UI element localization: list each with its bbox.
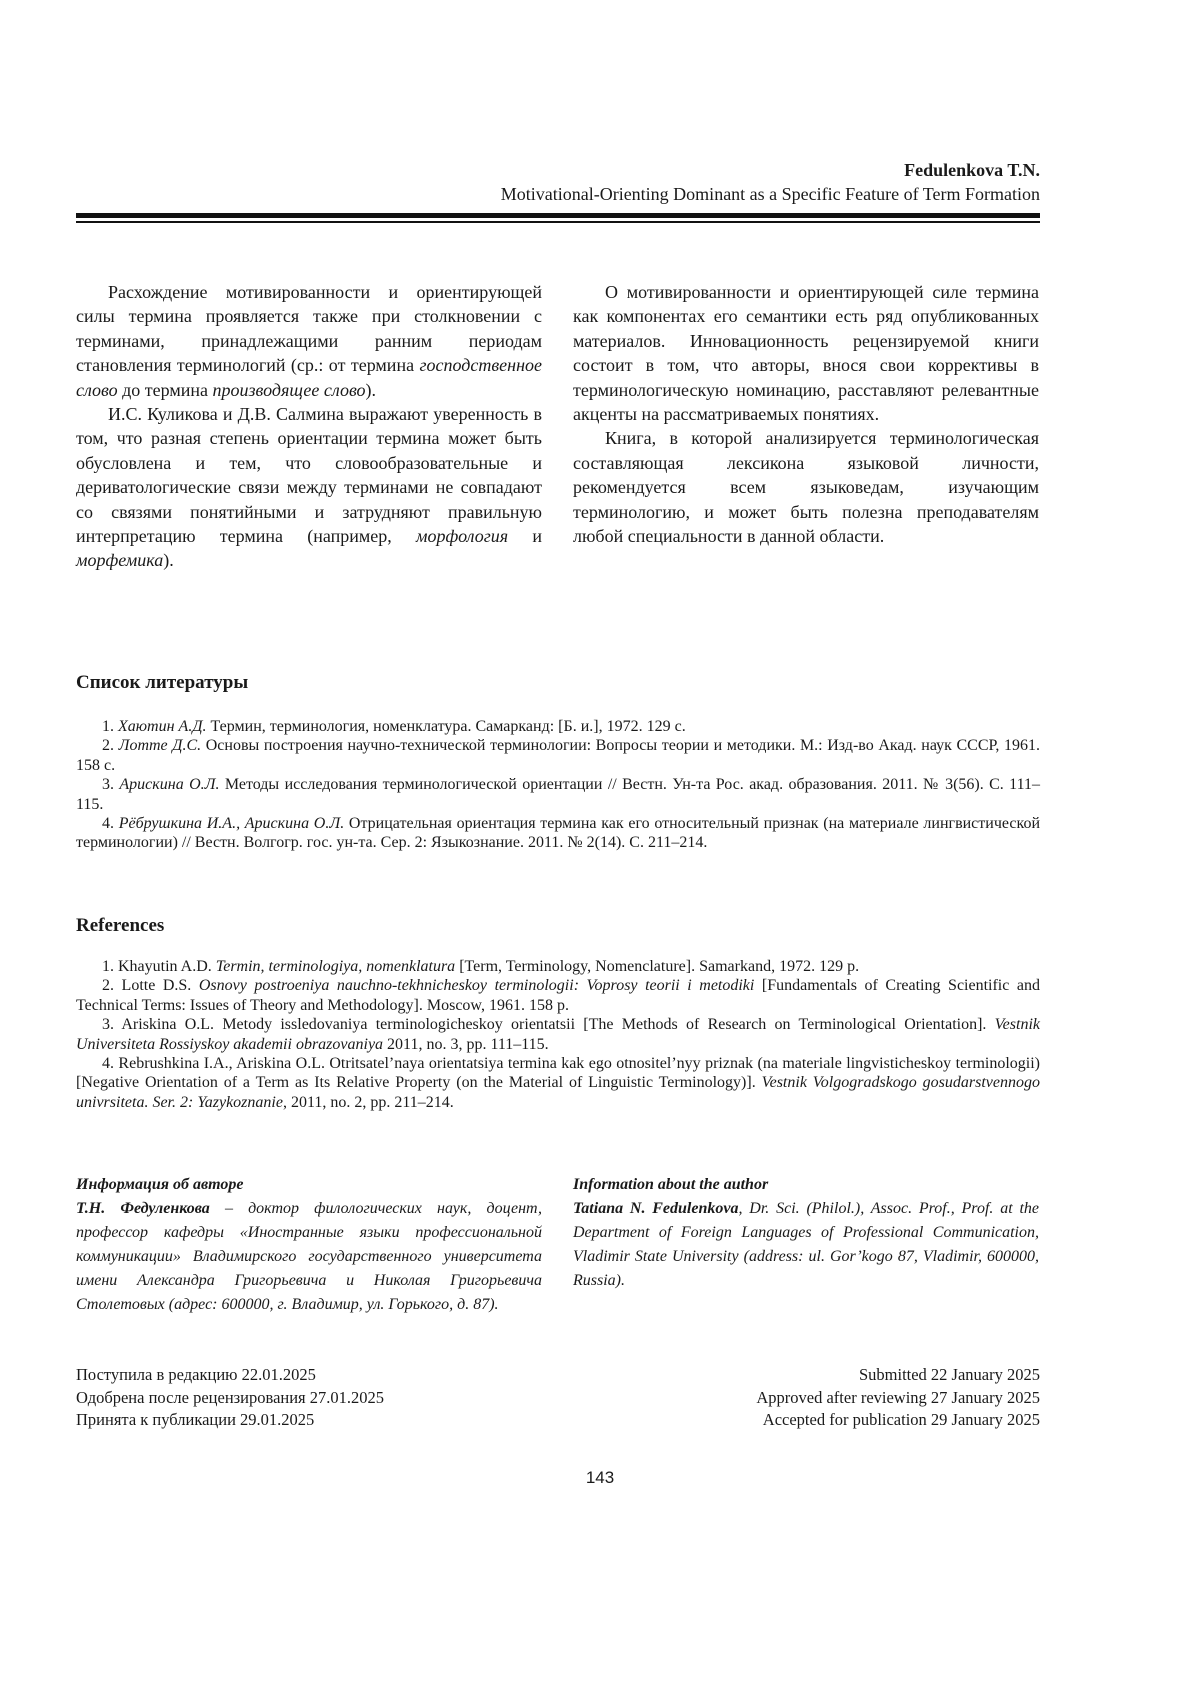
ref-author: Рёбрушкина И.А., Арискина О.Л.: [119, 815, 344, 832]
date-accepted: Accepted for publication 29 January 2025: [756, 1409, 1040, 1432]
reference-item: [76, 957, 1040, 976]
body-paragraph: [76, 280, 542, 402]
italic-term: морфемика: [76, 550, 163, 570]
date-submitted: Поступила в редакцию 22.01.2025: [76, 1364, 384, 1387]
literature-heading: Список литературы: [76, 672, 248, 694]
date-accepted: Принята к публикации 29.01.2025: [76, 1409, 384, 1432]
italic-term: морфология: [416, 526, 508, 546]
author-info-heading: Информация об авторе: [76, 1173, 542, 1197]
date-approved: Одобрена после рецензирования 27.01.2025: [76, 1387, 384, 1410]
body-paragraph: Книга, в которой анализируется терминологическая составляющая лексикона языковой личности, рекомендуется всем языковедам, изучающим терминологию, и может быть полезна преподавателям любой специальности в данной области.: [573, 426, 1039, 548]
references-heading: References: [76, 915, 164, 937]
date-approved: Approved after reviewing 27 January 2025: [756, 1387, 1040, 1410]
text: 3.: [102, 776, 119, 793]
text: ).: [163, 550, 174, 570]
date-submitted: Submitted 22 January 2025: [756, 1364, 1040, 1387]
body-paragraph: О мотивированности и ориентирующей силе термина как компонентах его семантики есть ряд опубликованных материалов. Инновационность рецензируемой книги состоит в том, что авторы, внося свои коррективы в терминологическую номинацию, расставляют релевантные акценты на рассматриваемых понятиях.: [573, 280, 1039, 426]
literature-item: [76, 717, 1040, 736]
ref-title: Osnovy postroeniya nauchno-tekhnicheskoy terminologii: Voprosy teorii i metodiki: [199, 977, 755, 994]
ref-journal: Vestnik Universiteta Rossiyskoy akademii obrazovaniya: [76, 1016, 1040, 1052]
text: Методы исследования терминологической ориентации // Вестн. Ун-та Рос. акад. образования. 2011. № 3(56). С. 111–115.: [76, 776, 1040, 812]
text: 1.: [102, 718, 118, 735]
text: 4. Rebrushkina I.A., Ariskina O.L. Otritsatel’naya orientatsiya termina kak ego otnositel’nyy priznak (na materiale lingvisticheskoy terminologii) [Negative Orientation of a Term as Its Relative Property (on the Material of Linguistic Terminology)].: [76, 1055, 1040, 1091]
text: 4.: [102, 815, 119, 832]
text: Расхождение мотивированности и ориентирующей силы термина проявляется также при столкновении с терминами, принадлежащими ранним периодам становления терминологий (ср.: от термина: [76, 282, 542, 375]
text: [Fundamentals of Creating Scientific and Technical Terms: Issues of Theory and Methodology]. Moscow, 1961. 158 p.: [76, 977, 1040, 1013]
text: Термин, терминология, номенклатура. Самарканд: [Б. и.], 1972. 129 с.: [207, 718, 686, 735]
ref-author: Арискина О.Л.: [119, 776, 219, 793]
references-list: [76, 957, 1040, 1112]
text: 1. Khayutin A.D.: [102, 958, 216, 975]
author-name: Т.Н. Федуленкова: [76, 1200, 210, 1217]
dates-ru: [76, 1364, 384, 1432]
author-description: – доктор филологических наук, доцент, профессор кафедры «Иностранные языки профессиональной коммуникации» Владимирского государственного университета имени Александра Григорьевича и Николая Григорьевича Столетовых (адрес: 600000, г. Владимир, ул. Горького, д. 87).: [76, 1200, 542, 1313]
dates-en: [756, 1364, 1040, 1432]
author-info-ru: [76, 1173, 542, 1317]
body-column-left: [76, 280, 542, 573]
text: 2. Lotte D.S.: [102, 977, 199, 994]
author-info-en: [573, 1173, 1039, 1293]
text: 3. Ariskina O.L. Metody issledovaniya terminologicheskoy orientatsii [The Methods of Research on Terminological Orientation].: [102, 1016, 995, 1033]
author-name: Tatiana N. Fedulenkova: [573, 1200, 738, 1217]
text: ).: [366, 380, 377, 400]
body-paragraph: [76, 402, 542, 573]
author-info-heading: Information about the author: [573, 1173, 1039, 1197]
text: и: [508, 526, 542, 546]
running-header-author: Fedulenkova T.N.: [76, 160, 1040, 181]
text: , 2011, no. 2, pp. 211–214.: [283, 1094, 454, 1111]
literature-list: [76, 717, 1040, 853]
ref-journal: Vestnik Volgogradskogo gosudarstvennogo univrsiteta. Ser. 2: Yazykoznanie: [76, 1074, 1040, 1110]
ref-author: Хаютин А.Д.: [118, 718, 207, 735]
literature-item: [76, 814, 1040, 853]
reference-item: [76, 976, 1040, 1015]
literature-item: [76, 775, 1040, 814]
literature-item: [76, 736, 1040, 775]
header-rule-thick: [76, 213, 1040, 218]
text: Основы построения научно-технической терминологии: Вопросы теории и методики. М.: Изд-во Акад. наук СССР, 1961. 158 с.: [76, 737, 1040, 773]
italic-term: производящее слово: [213, 380, 366, 400]
text: 2011, no. 3, pp. 111–115.: [383, 1036, 549, 1053]
header-rule-thin: [76, 221, 1040, 223]
text: Отрицательная ориентация термина как его относительный признак (на материале лингвистической терминологии) // Вестн. Волгогр. гос. ун-та. Сер. 2: Языкознание. 2011. № 2(14). С. 211–214.: [76, 815, 1040, 851]
text: до термина: [118, 380, 213, 400]
ref-author: Лотте Д.С.: [119, 737, 202, 754]
ref-title: Termin, terminologiya, nomenklatura: [216, 958, 455, 975]
text: И.С. Куликова и Д.В. Салмина выражают уверенность в том, что разная степень ориентации термина может быть обусловлена и тем, что словообразовательные и дериватологические связи между терминами не совпадают со связями понятийными и затрудняют правильную интерпретацию термина (например,: [76, 404, 542, 546]
running-header-title: Motivational-Orienting Dominant as a Specific Feature of Term Formation: [76, 184, 1040, 205]
reference-item: [76, 1054, 1040, 1112]
text: 2.: [102, 737, 119, 754]
text: [Term, Terminology, Nomenclature]. Samarkand, 1972. 129 p.: [455, 958, 859, 975]
page-number: 143: [0, 1468, 1200, 1488]
italic-term: господственное слово: [76, 355, 542, 399]
body-column-right: [573, 280, 1039, 548]
reference-item: [76, 1015, 1040, 1054]
author-description: , Dr. Sci. (Philol.), Assoc. Prof., Prof. at the Department of Foreign Languages of Professional Communication, Vladimir State University (address: ul. Gor’kogo 87, Vladimir, 600000, Russia).: [573, 1200, 1039, 1289]
